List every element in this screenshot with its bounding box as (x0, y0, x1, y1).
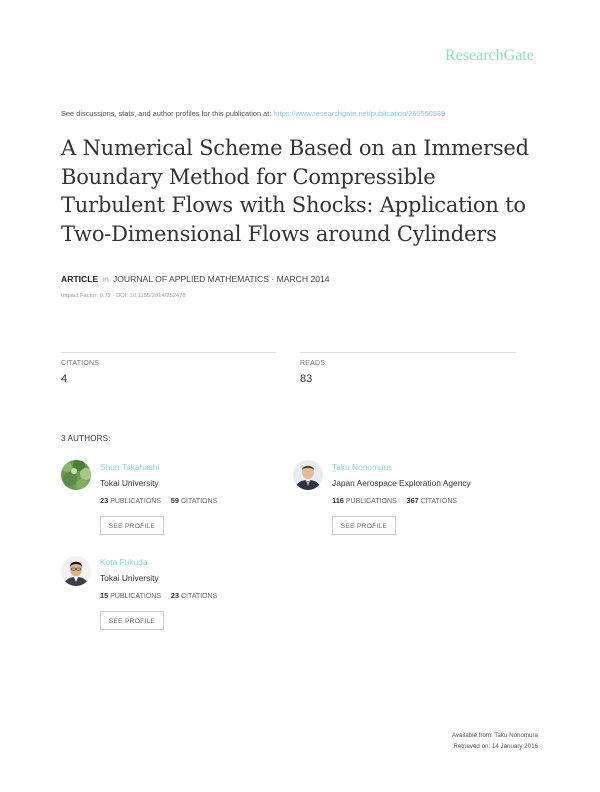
author-avatar[interactable] (61, 556, 91, 586)
person-photo-icon (61, 556, 91, 586)
article-meta (61, 274, 330, 284)
journal-name: JOURNAL OF APPLIED MATHEMATICS · MARCH 2014 (112, 274, 330, 284)
citations-label: CITATIONS (180, 593, 218, 600)
reads-divider (300, 352, 516, 353)
citations-label: CITATIONS (61, 360, 100, 367)
publications-label: PUBLICATIONS (110, 593, 162, 600)
author-name[interactable]: Kota Fukuda (100, 557, 148, 567)
author-affiliation: Tokai University (100, 573, 159, 583)
retrieved-on: Retrieved on: 14 January 2016 (453, 743, 538, 750)
person-photo-icon (293, 460, 323, 490)
citations-divider (61, 352, 276, 353)
citations-count: 367 (406, 496, 419, 505)
see-profile-button[interactable]: SEE PROFILE (332, 516, 396, 535)
publications-label: PUBLICATIONS (345, 498, 397, 505)
publications-label: PUBLICATIONS (110, 498, 162, 505)
publications-count: 15 (100, 591, 109, 600)
author-avatar[interactable] (293, 460, 323, 490)
author-name[interactable]: Shun Takahashi (100, 462, 160, 472)
citations-count: 59 (170, 496, 179, 505)
foliage-photo-icon (61, 460, 91, 490)
publications-count: 116 (332, 496, 344, 505)
reads-label: READS (300, 360, 326, 367)
author-name[interactable]: Taku Nonomura (332, 462, 392, 472)
citations-label: CITATIONS (420, 498, 458, 505)
see-profile-button[interactable]: SEE PROFILE (100, 516, 164, 535)
impact-doi: Impact Factor: 0.72 · DOI: 10.1155/2014/252478 (61, 293, 186, 299)
author-avatar[interactable] (61, 460, 91, 490)
citations-value: 4 (61, 373, 68, 385)
in-word: in (102, 274, 109, 284)
author-affiliation: Tokai University (100, 478, 159, 488)
citations-count: 23 (170, 591, 179, 600)
discussion-line (61, 109, 445, 118)
available-from: Available from: Taku Nonomura (451, 732, 538, 739)
publications-count: 23 (100, 496, 109, 505)
author-stats (100, 496, 217, 505)
author-stats (100, 591, 217, 600)
author-stats (332, 496, 457, 505)
publication-link[interactable]: https://www.researchgate.net/publication/260550589 (273, 109, 446, 118)
researchgate-logo[interactable]: ResearchGate (445, 47, 534, 64)
citations-label: CITATIONS (180, 498, 218, 505)
authors-heading: 3 AUTHORS: (61, 434, 111, 443)
paper-title: A Numerical Scheme Based on an Immersed Boundary Method for Compressible Turbulent Flows with Shocks: Application to Two-Dimensional Flows around Cylinders (61, 136, 529, 246)
discussion-text: See discussions, stats, and author profiles for this publication at: (61, 109, 272, 118)
article-type: ARTICLE (61, 274, 99, 284)
reads-value: 83 (300, 373, 313, 385)
see-profile-button[interactable]: SEE PROFILE (100, 611, 164, 630)
author-affiliation: Japan Aerospace Exploration Agency (332, 478, 471, 488)
